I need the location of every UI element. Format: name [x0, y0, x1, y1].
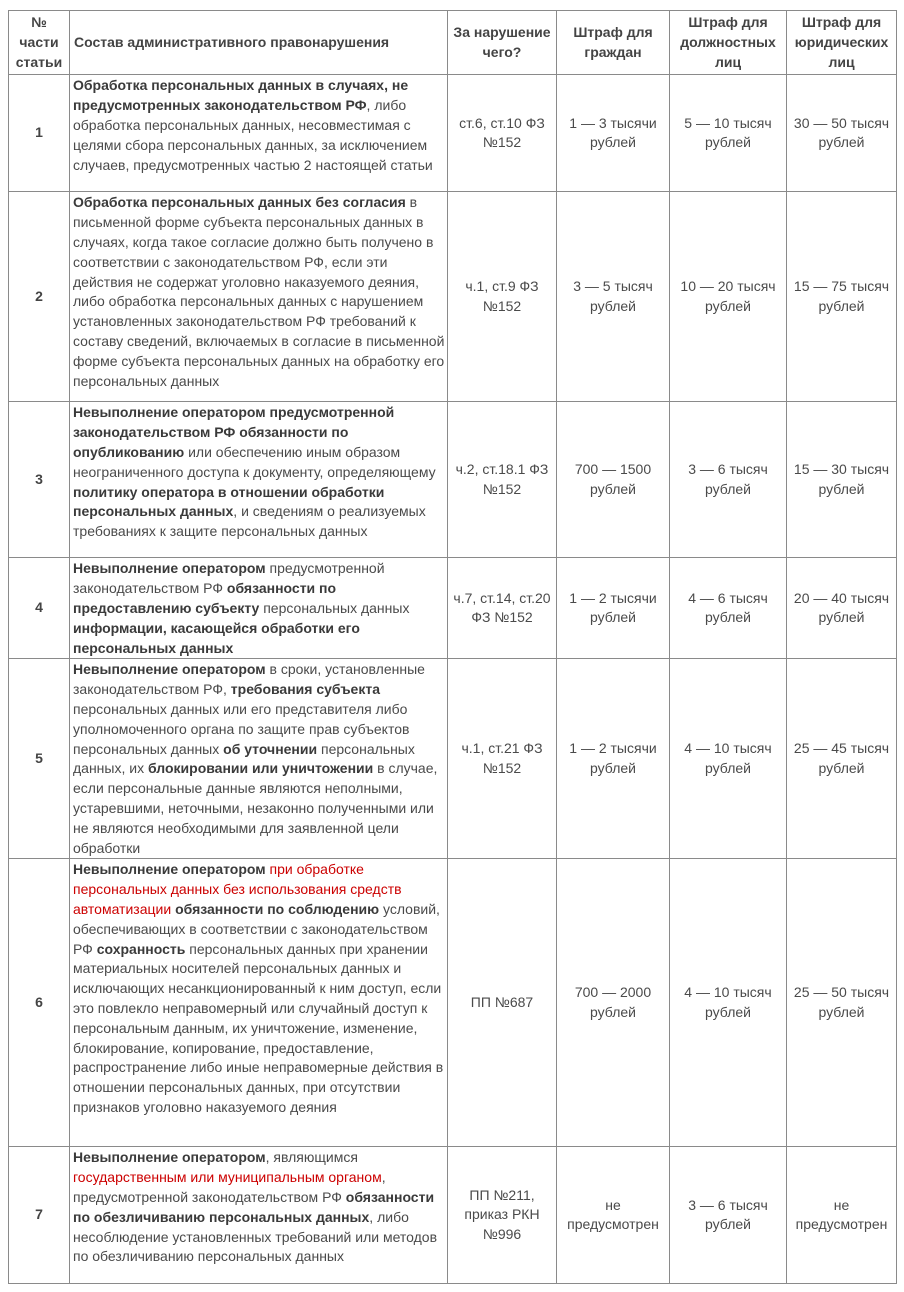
table-row [9, 75, 897, 192]
text-segment: персональных данных при хранении материальных носителей персональных данных и исключающих несанкционированный к ним доступ, если это повлекло неправомерный или случайный доступ к персональным данным, их уничтожение, изменение, блокирование, копирование, предоставление, распространение либо иные неправомерные действия в отношении персональных данных, при отсутствии признаков уголовно наказуемого деяния [73, 940, 444, 1115]
table-row [9, 659, 897, 859]
bold-text-segment: требования субъекта [230, 681, 380, 698]
text-segment: предусмотренной законодательством РФ [73, 560, 385, 597]
row-fine-officials: 4 — 10 тысяч рублей [670, 859, 787, 1147]
table-row [9, 859, 897, 1147]
bold-text-segment: обязанности по предоставлению субъекту [73, 580, 337, 616]
row-fine-legal: не предусмотрен [787, 1147, 897, 1284]
bold-text-segment: обязанности по обезличиванию персональных данных [73, 1188, 435, 1225]
row-law: ч.2, ст.18.1 ФЗ №152 [448, 402, 557, 558]
bold-text-segment: Невыполнение оператором предусмотренной законодательством РФ обязанности по опубликованию [73, 404, 395, 460]
row-fine-legal: 30 — 50 тысяч рублей [787, 75, 897, 192]
fines-table [8, 10, 897, 1284]
row-number: 6 [9, 859, 70, 1147]
header-part-no: № части статьи [9, 11, 70, 75]
text-segment: персональных данных, их [73, 740, 415, 777]
bold-text-segment: Невыполнение оператором [73, 1149, 266, 1166]
text-segment: , либо обработка персональных данных, несовместимая с целями сбора персональных данных, за исключением случаев, предусмотренных частью 2 настоящей статьи [73, 97, 433, 173]
header-description: Состав административного правонарушения [70, 11, 448, 75]
row-fine-legal: 15 — 75 тысяч рублей [787, 192, 897, 402]
bold-text-segment: Обработка персональных данных без согласия [73, 194, 406, 211]
row-number: 7 [9, 1147, 70, 1284]
row-law: ч.7, ст.14, ст.20 ФЗ №152 [448, 558, 557, 659]
row-number: 5 [9, 659, 70, 859]
header-fine-officials: Штраф для должностных лиц [670, 11, 787, 75]
row-law: ч.1, ст.9 ФЗ №152 [448, 192, 557, 402]
table-row [9, 1147, 897, 1284]
text-segment: в случае, если персональные данные являются неполными, устаревшими, неточными, незаконно полученными или не являются необходимыми для заявленной цели обработки [73, 760, 438, 856]
table-row [9, 402, 897, 558]
row-fine-citizens: 3 — 5 тысяч рублей [557, 192, 670, 402]
row-fine-legal: 25 — 45 тысяч рублей [787, 659, 897, 859]
row-description [70, 659, 448, 859]
table-row [9, 558, 897, 659]
header-row [9, 11, 897, 75]
row-description [70, 558, 448, 659]
row-fine-legal: 25 — 50 тысяч рублей [787, 859, 897, 1147]
row-fine-citizens: 1 — 2 тысячи рублей [557, 659, 670, 859]
row-number: 4 [9, 558, 70, 659]
row-description [70, 859, 448, 1147]
row-fine-citizens: 1 — 2 тысячи рублей [557, 558, 670, 659]
text-segment: , и сведениям о реализуемых требованиях к защите персональных данных [73, 503, 426, 540]
row-fine-officials: 3 — 6 тысяч рублей [670, 1147, 787, 1284]
row-number: 2 [9, 192, 70, 402]
bold-text-segment: Невыполнение оператором [73, 560, 266, 577]
row-fine-officials: 3 — 6 тысяч рублей [670, 402, 787, 558]
text-segment: , предусмотренной законодательством РФ [73, 1169, 386, 1205]
header-violation-of: За нарушение чего? [448, 11, 557, 75]
row-number: 1 [9, 75, 70, 192]
row-fine-legal: 15 — 30 тысяч рублей [787, 402, 897, 558]
bold-text-segment: Обработка персональных данных в случаях, не предусмотренных законодательством РФ [73, 77, 409, 114]
row-fine-officials: 5 — 10 тысяч рублей [670, 75, 787, 192]
text-segment: условий, обеспечивающих в соответствии с законодательством РФ [73, 900, 440, 957]
highlighted-text-segment: государственным или муниципальным органом [73, 1169, 382, 1186]
row-fine-citizens: 700 — 2000 рублей [557, 859, 670, 1147]
row-law: ч.1, ст.21 ФЗ №152 [448, 659, 557, 859]
header-fine-citizens: Штраф для граждан [557, 11, 670, 75]
row-fine-legal: 20 — 40 тысяч рублей [787, 558, 897, 659]
highlighted-text-segment: при обработке персональных данных без использования средств автоматизации [73, 861, 402, 917]
header-fine-legal: Штраф для юридических лиц [787, 11, 897, 75]
row-description [70, 1147, 448, 1284]
text-segment: персональных данных или его представителя либо уполномоченного органа по защите прав субъектов персональных данных [73, 700, 410, 757]
row-number: 3 [9, 402, 70, 558]
text-segment: , либо несоблюдение установленных требований или методов по обезличиванию персональных данных [73, 1208, 438, 1265]
row-law: ПП №211, приказ РКН №996 [448, 1147, 557, 1284]
row-fine-citizens: 700 — 1500 рублей [557, 402, 670, 558]
row-description [70, 402, 448, 558]
table-row [9, 192, 897, 402]
bold-text-segment: блокировании или уничтожении [147, 760, 374, 777]
row-law: ст.6, ст.10 ФЗ №152 [448, 75, 557, 192]
row-description [70, 192, 448, 402]
row-fine-officials: 10 — 20 тысяч рублей [670, 192, 787, 402]
bold-text-segment: сохранность [96, 940, 186, 957]
bold-text-segment: об уточнении [223, 740, 318, 757]
row-fine-citizens: не предусмотрен [557, 1147, 670, 1284]
bold-text-segment: обязанности по соблюдению [175, 900, 380, 917]
bold-text-segment: политику оператора в отношении обработки персональных данных [73, 483, 385, 520]
bold-text-segment: Невыполнение оператором [73, 661, 266, 678]
row-fine-citizens: 1 — 3 тысячи рублей [557, 75, 670, 192]
text-segment: , являющимся [265, 1149, 358, 1166]
text-segment: или обеспечению иным образом неограниченного доступа к документу, определяющему [73, 443, 436, 480]
row-description [70, 75, 448, 192]
row-fine-officials: 4 — 6 тысяч рублей [670, 558, 787, 659]
bold-text-segment: Невыполнение оператором [73, 861, 266, 878]
row-fine-officials: 4 — 10 тысяч рублей [670, 659, 787, 859]
text-segment: в сроки, установленные законодательством РФ, [73, 661, 425, 698]
text-segment: персональных данных [259, 599, 410, 616]
bold-text-segment: информации, касающейся обработки его персональных данных [73, 619, 360, 656]
text-segment: в письменной форме субъекта персональных данных в случаях, когда такое согласие должно быть получено в соответствии с законодательством РФ, если эти действия не содержат уголовно наказуемого деяния, либо обработка персональных данных с нарушением установленных законодательством РФ требований к составу сведений, включаемых в согласие в письменной форме субъекта персональных данных на обработку его персональных данных [73, 194, 445, 389]
row-law: ПП №687 [448, 859, 557, 1147]
